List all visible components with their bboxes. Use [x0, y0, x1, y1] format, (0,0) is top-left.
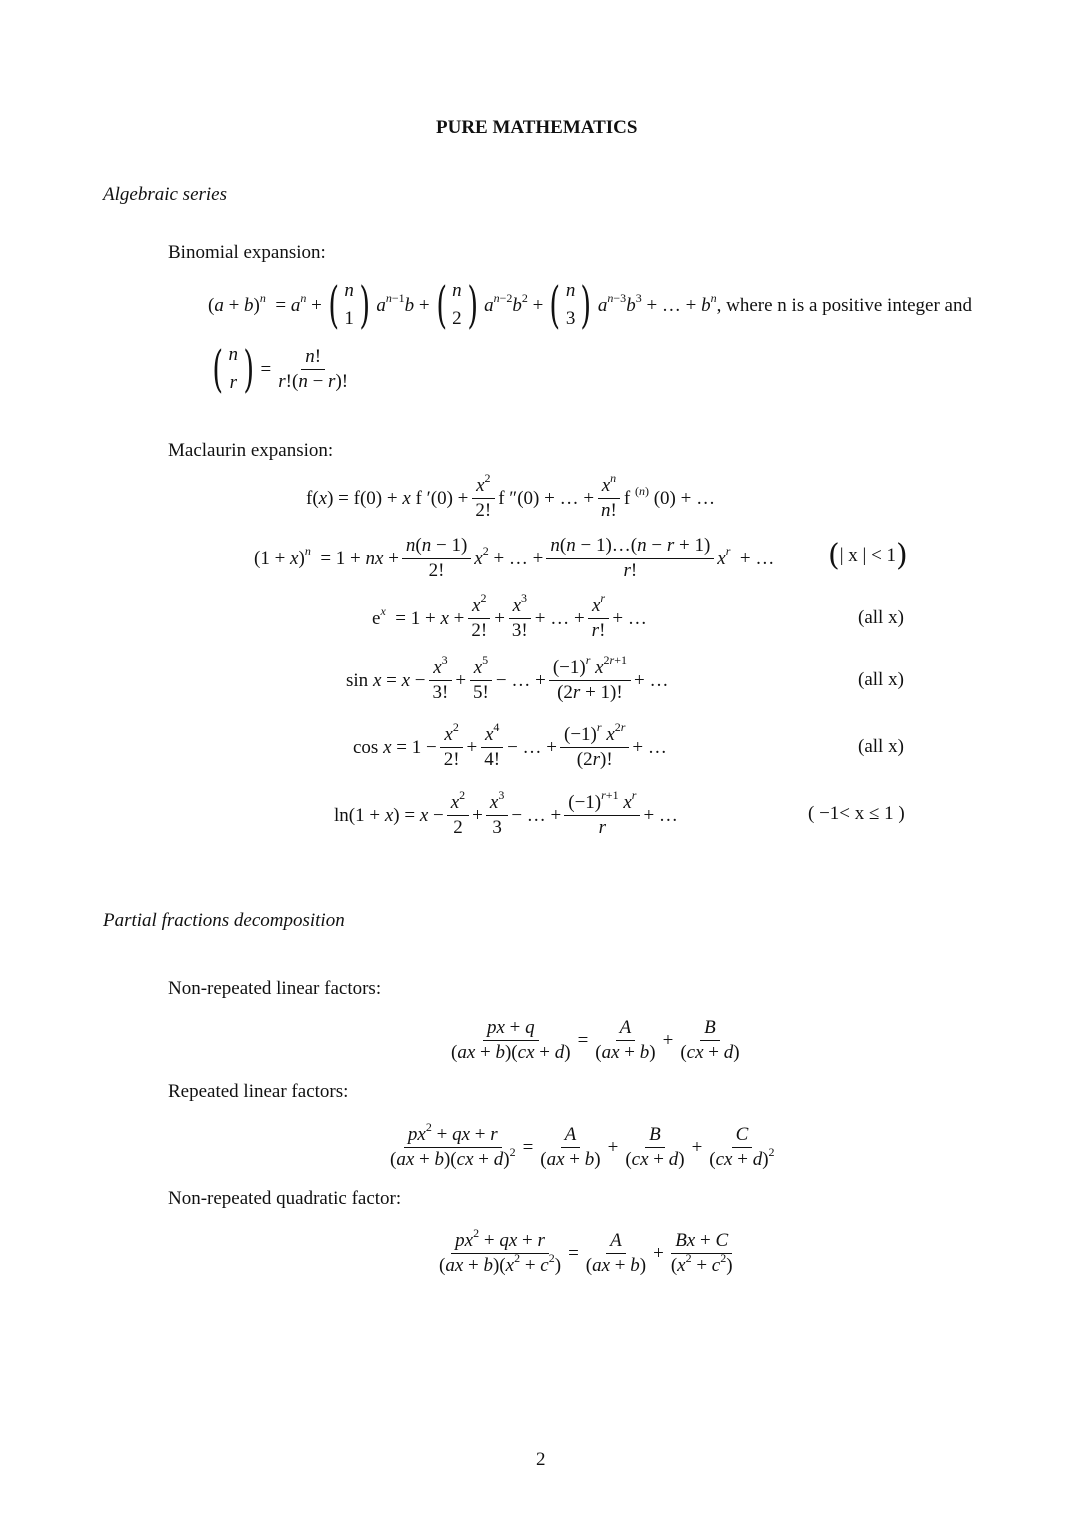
binom-n-1: ( n 1 ): [328, 276, 370, 334]
section-heading-algebraic-series: Algebraic series: [103, 184, 228, 205]
condition-cosine: (all x): [858, 736, 904, 757]
formula-general-binomial: $(1 + x)^n = 1$ + nx + $\frac{n(n - 1)}{2!}$ $x^2$ + … + $\frac{n(n - 1)\dots(n - r + 1)}{r!}$ $x^r$ + …: [254, 534, 775, 581]
formula-binomial-coefficient: ( n r ) = $\frac{n!}{r!(n - r)!}$: [206, 340, 355, 398]
label-non-repeated-linear: Non-repeated linear factors:: [168, 978, 382, 999]
binomial-condition-text: , where n is a positive integer and: [716, 294, 972, 316]
formula-non-repeated-quadratic: $\frac{px^2 + qx + r}{(ax + b)(x^2 + c^2)}$ = $\frac{A}{(ax + b)}$ + $\frac{Bx + C}{(x^2 + c^2)}$: [439, 1226, 733, 1276]
formula-non-repeated-linear: $\frac{px + q}{(ax + b)(cx + d)}$ = $\frac{A}{(ax + b)}$ + $\frac{B}{(cx + d)}$: [451, 1016, 740, 1063]
condition-exponential: (all x): [858, 607, 904, 628]
formula-cosine: cos x = 1 − $\frac{x^2}{2!}$ + $\frac{x^4}{4!}$ − … + $\frac{(-1)^r x^{2r}}{(2r)!}$ + …: [353, 720, 667, 770]
binom-n-r: ( n r ): [212, 340, 255, 398]
formula-sine: sin x = x − $\frac{x^3}{3!}$ + $\frac{x^5}{5!}$ − … + $\frac{(-1)^r x^{2r+1}}{(2r + 1)!}$ + …: [346, 653, 669, 703]
page-title: PURE MATHEMATICS: [436, 117, 638, 138]
page-number: 2: [536, 1449, 546, 1470]
binom-n-3: ( n 3 ): [549, 276, 592, 334]
label-non-repeated-quadratic: Non-repeated quadratic factor:: [168, 1188, 402, 1209]
label-repeated-linear: Repeated linear factors:: [168, 1081, 349, 1102]
condition-sine: (all x): [858, 669, 904, 690]
label-binomial-expansion: Binomial expansion:: [168, 242, 326, 263]
formula-binomial-expansion: $(a + b)^n = a^n$ + ( n 1 ) $a^{n-1}b$ + ( n 2 ) $a^{n-2}b^2$ + ( n 3 ) $a^{n-3}b^3$ + … + $b^n$ , where n is a positive integer and: [208, 276, 972, 334]
formula-natural-log: ln(1 + x) = x − $\frac{x^2}{2}$ + $\frac{x^3}{3}$ − … + $\frac{(-1)^{r+1} x^r}{r}$ + …: [334, 788, 678, 838]
formula-repeated-linear: $\frac{px^2 + qx + r}{(ax + b)(cx + d)^2}$ = $\frac{A}{(ax + b)}$ + $\frac{B}{(cx + d)}$ + $\frac{C}{(cx + d)^2}$: [390, 1120, 775, 1170]
condition-general-binomial: ( | x | < 1 ): [828, 538, 908, 573]
label-maclaurin-expansion: Maclaurin expansion:: [168, 440, 334, 461]
binom-n-2: ( n 2 ): [435, 276, 478, 334]
section-heading-partial-fractions: Partial fractions decomposition: [103, 910, 345, 931]
formula-exponential: $e^x = 1 + x$ + $\frac{x^2}{2!}$ + $\frac{x^3}{3!}$ + … + $\frac{x^r}{r!}$ + …: [372, 591, 647, 641]
condition-natural-log: ( −1< x ≤ 1 ): [808, 803, 905, 824]
formula-maclaurin: f(x) = f(0) + x f ′(0) + $\frac{x^2}{2!}$ f ″(0) + … + $\frac{x^n}{n!}$ f $^{(n)}$ (0) + …: [306, 471, 716, 521]
